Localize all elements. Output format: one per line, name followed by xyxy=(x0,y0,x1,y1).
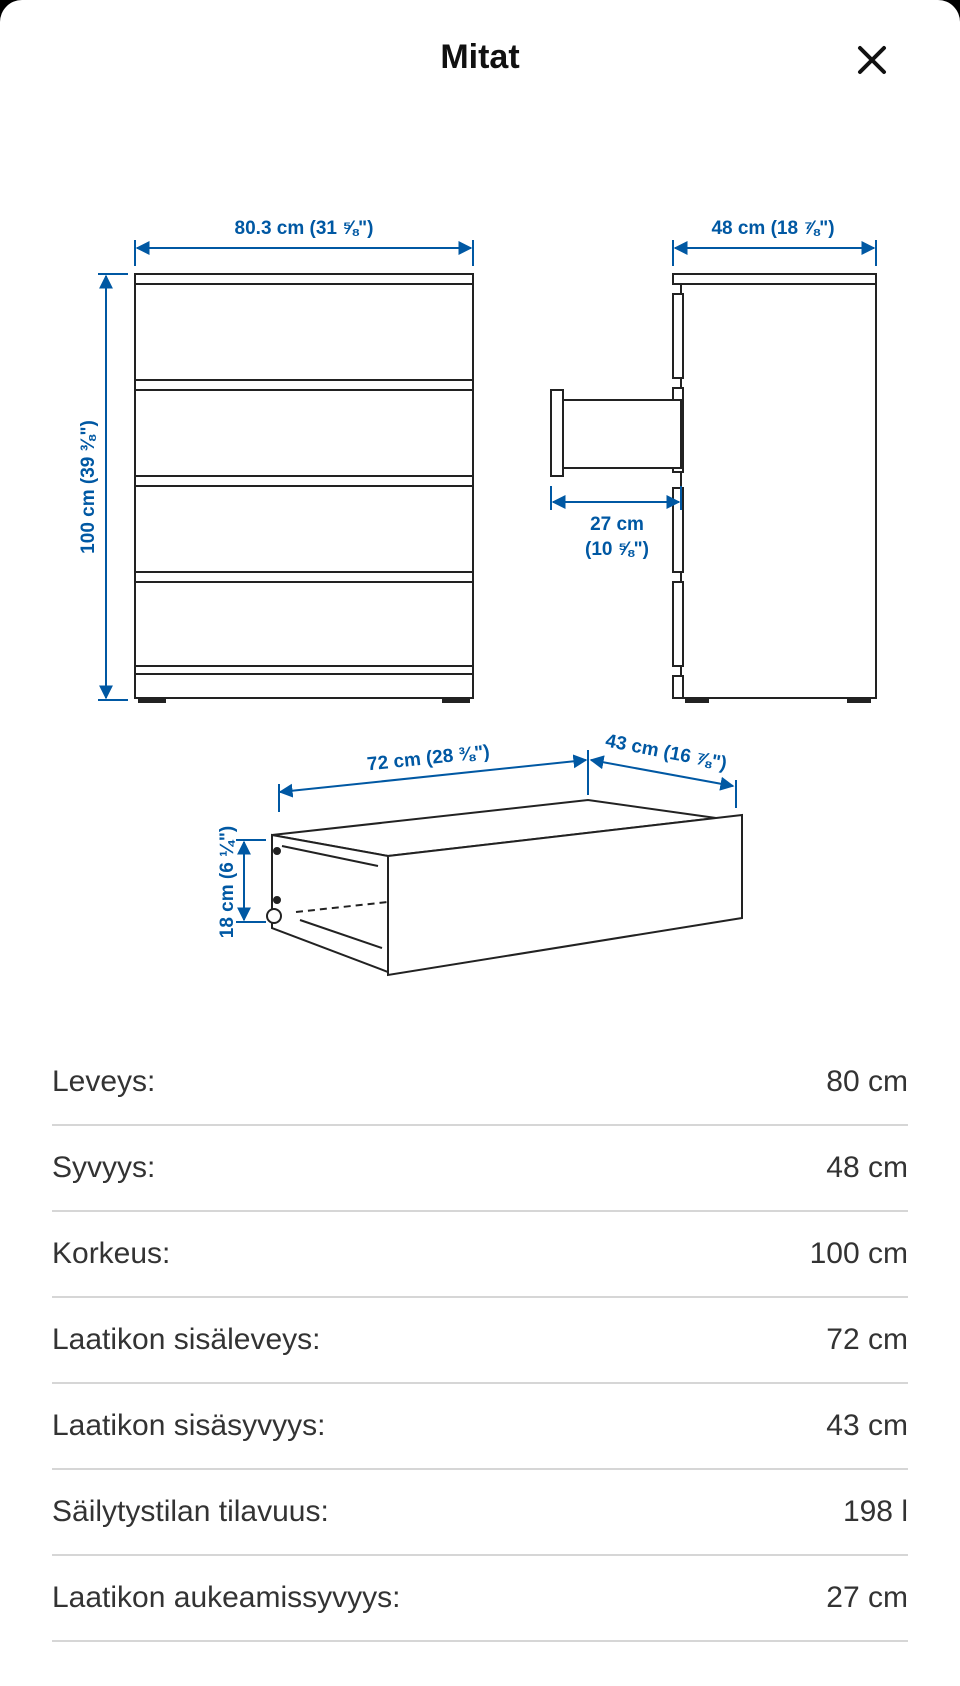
spec-label: Säilytystilan tilavuus: xyxy=(52,1495,329,1528)
spec-label: Syvyys: xyxy=(52,1151,156,1184)
spec-row-drawer-inner-width xyxy=(52,1298,908,1384)
spec-label: Leveys: xyxy=(52,1065,156,1098)
spec-row-storage-volume xyxy=(52,1470,908,1556)
spec-row-depth xyxy=(52,1126,908,1212)
dimension-illustration xyxy=(0,200,960,990)
drawer-height-label: 18 cm (6 ¼") xyxy=(217,825,238,939)
spec-row-width xyxy=(52,1040,908,1126)
spec-label: Korkeus: xyxy=(52,1237,171,1270)
spec-value: 80 cm xyxy=(826,1065,908,1098)
height-label: 100 cm (39 ⅜") xyxy=(78,420,99,554)
front-width-dimension xyxy=(135,218,473,266)
spec-value: 43 cm xyxy=(826,1409,908,1442)
front-width-label: 80.3 cm (31 ⅝") xyxy=(234,218,374,239)
drawer-opening-dimension xyxy=(551,486,681,560)
side-view xyxy=(551,274,876,702)
drawer-height-dimension xyxy=(217,826,266,939)
drawer-view xyxy=(267,800,742,975)
drawer-depth-dimension xyxy=(591,731,736,808)
spec-row-height xyxy=(52,1212,908,1298)
sheet-title: Mitat xyxy=(440,38,520,76)
sheet-header xyxy=(0,0,960,120)
spec-value: 198 l xyxy=(842,1495,908,1528)
spec-label: Laatikon sisäsyvyys: xyxy=(52,1409,326,1442)
drawer-width-dimension xyxy=(279,742,588,812)
front-view xyxy=(135,274,473,702)
spec-row-drawer-inner-depth xyxy=(52,1384,908,1470)
spec-label: Laatikon sisäleveys: xyxy=(52,1323,321,1356)
side-depth-dimension xyxy=(673,218,876,266)
spec-row-drawer-opening-depth xyxy=(52,1556,908,1642)
drawer-depth-label: 43 cm (16 ⅞") xyxy=(603,730,729,775)
close-icon xyxy=(852,40,892,80)
drawer-opening-label-line2: (10 ⅝") xyxy=(585,539,649,560)
spec-value: 48 cm xyxy=(826,1151,908,1184)
spec-list xyxy=(52,1040,908,1642)
spec-value: 27 cm xyxy=(826,1581,908,1614)
side-depth-label: 48 cm (18 ⅞") xyxy=(711,218,835,239)
drawer-opening-label-line1: 27 cm xyxy=(590,514,644,535)
drawer-width-label: 72 cm (28 ⅜") xyxy=(366,741,491,776)
spec-label: Laatikon aukeamissyvyys: xyxy=(52,1581,401,1614)
spec-value: 100 cm xyxy=(809,1237,908,1270)
height-dimension xyxy=(78,274,128,700)
close-button[interactable] xyxy=(852,40,892,80)
spec-value: 72 cm xyxy=(826,1323,908,1356)
